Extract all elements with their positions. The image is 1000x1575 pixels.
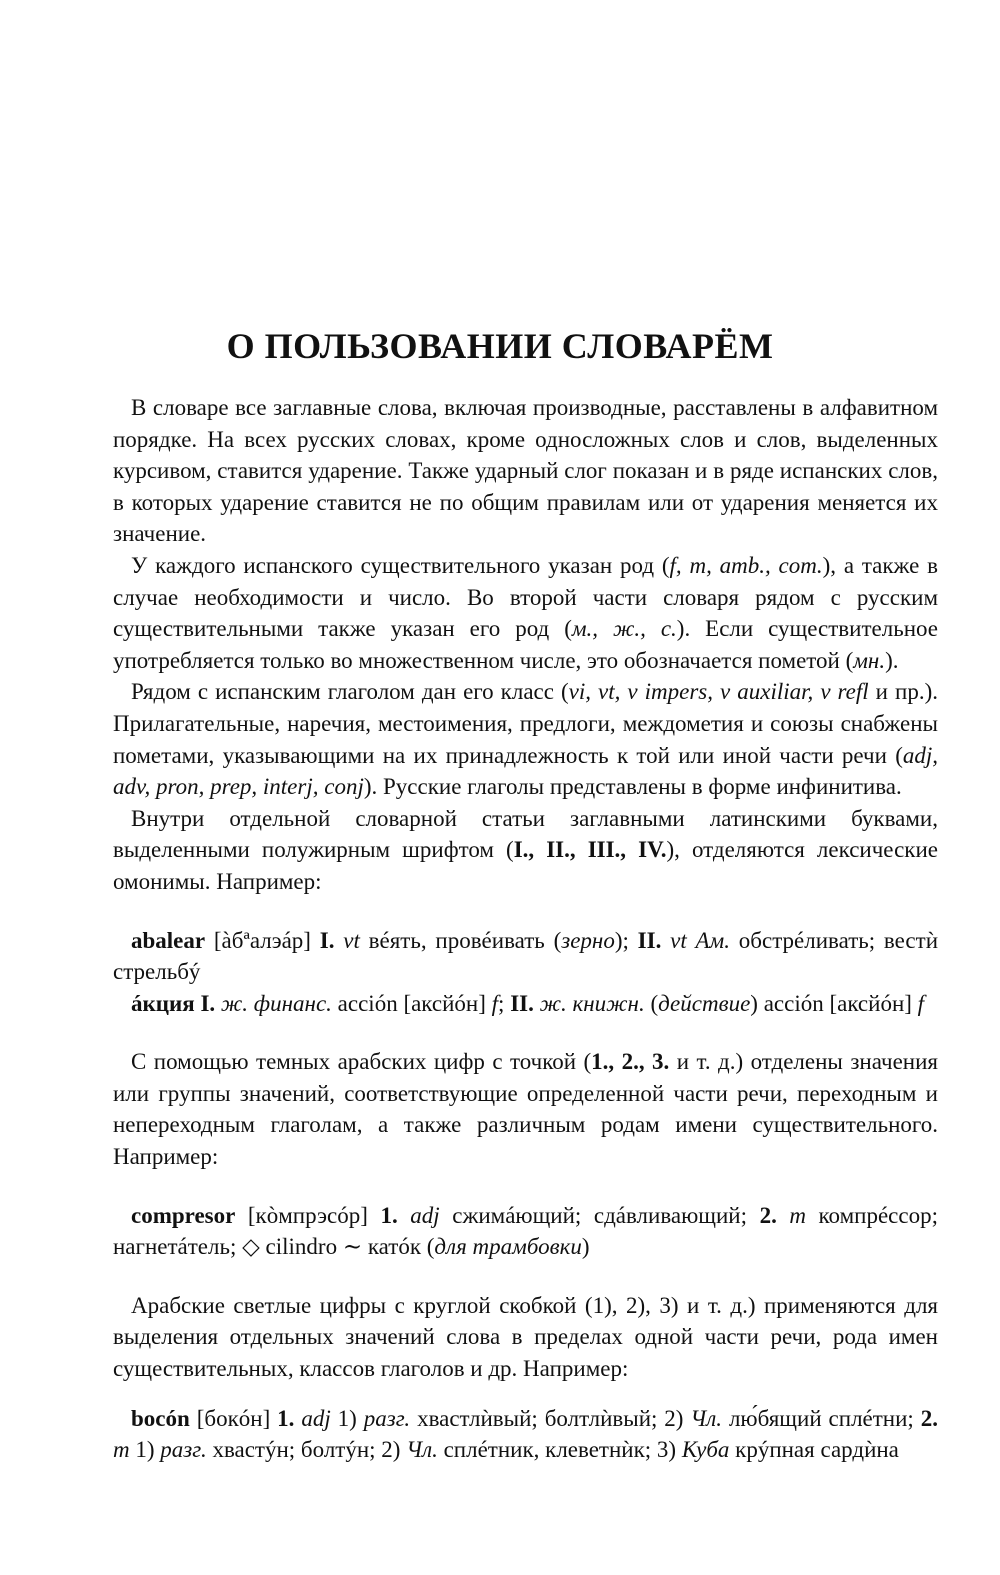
page-title: О ПОЛЬЗОВАНИИ СЛОВАРЁМ (226, 326, 774, 366)
example-entry-bocon: bocón [бокóн] 1. adj 1) разг. хвастлѝвый; болтлѝвый; 2) Чл. лю́бящий сплéтни; 2. m 1) разг. хвастýн; болтýн; 2) Чл. сплéтник, клеветнѝк; 3) Куба крýпная сардѝна (113, 1405, 938, 1463)
example-entry-aktsiya: áкция I. ж. финанс. acción [аксйóн] f; II. ж. книжн. (действие) acción [аксйóн] f (131, 990, 925, 1016)
document-body (113, 392, 938, 1466)
paragraph-alphabetical-order: В словаре все заглавные слова, включая производные, расставлены в алфавитном порядке. На всех русских словах, кроме односложных слов и слов, выделенных курсивом, ставится ударение. Также ударный слог показан и в ряде испанских слов, в которых ударение ставится не по общим правилам или от ударения меняется их значение. (113, 395, 938, 547)
paragraph-verb-class: Рядом с испанским глаголом дан его класс (vi, vt, v impers, v auxiliar, v refl и пр.). Прилагательные, наречия, местоимения, предлоги, междометия и союзы снабжены пометами, указывающими на их принадлежность к той или иной части речи (adj, adv, pron, prep, interj, conj). Русские глаголы представлены в форме инфинитива. (113, 679, 938, 800)
example-entry-abalear: abalear [àбªалэáр] I. vt вéять, провéивать (зерно); II. vt Ам. обстрéливать; вестѝ стрельбý (113, 927, 938, 985)
paragraph-gender: У каждого испанского существительного указан род (f, m, amb., com.), а также в случае необходимости и число. Во второй части словаря рядом с русским существительными также указан его род (м., ж., с.). Если существительное употребляется только во множественном числе, это обозначается пометой (мн.). (113, 552, 939, 673)
paragraph-light-numbers: Арабские светлые цифры с круглой скобкой (1), 2), 3) и т. д.) применяются для выделения отдельных значений слова в пределах одной части речи, рода имен существительных, классов глаголов и др. Например: (113, 1292, 938, 1382)
paragraph-homonyms: Внутри отдельной словарной статьи заглавными латинскими буквами, выделенными полужирным шрифтом (I., II., III., IV.), отделяются лексические омонимы. Например: (113, 805, 938, 894)
paragraph-bold-numbers: С помощью темных арабских цифр с точкой (1., 2., 3. и т. д.) отделены значения или группы значений, соответствующие определенной части речи, переходным и непереходным глаголам, а также различным родам имени существительного. Например: (113, 1049, 938, 1170)
example-entry-compresor: compresor [кòмпрэсóр] 1. adj сжимáющий; сдáвливающий; 2. m компрéссор; нагнетáтель; ◇ cilindro ∼ катóк (для трамбовки) (113, 1202, 938, 1260)
